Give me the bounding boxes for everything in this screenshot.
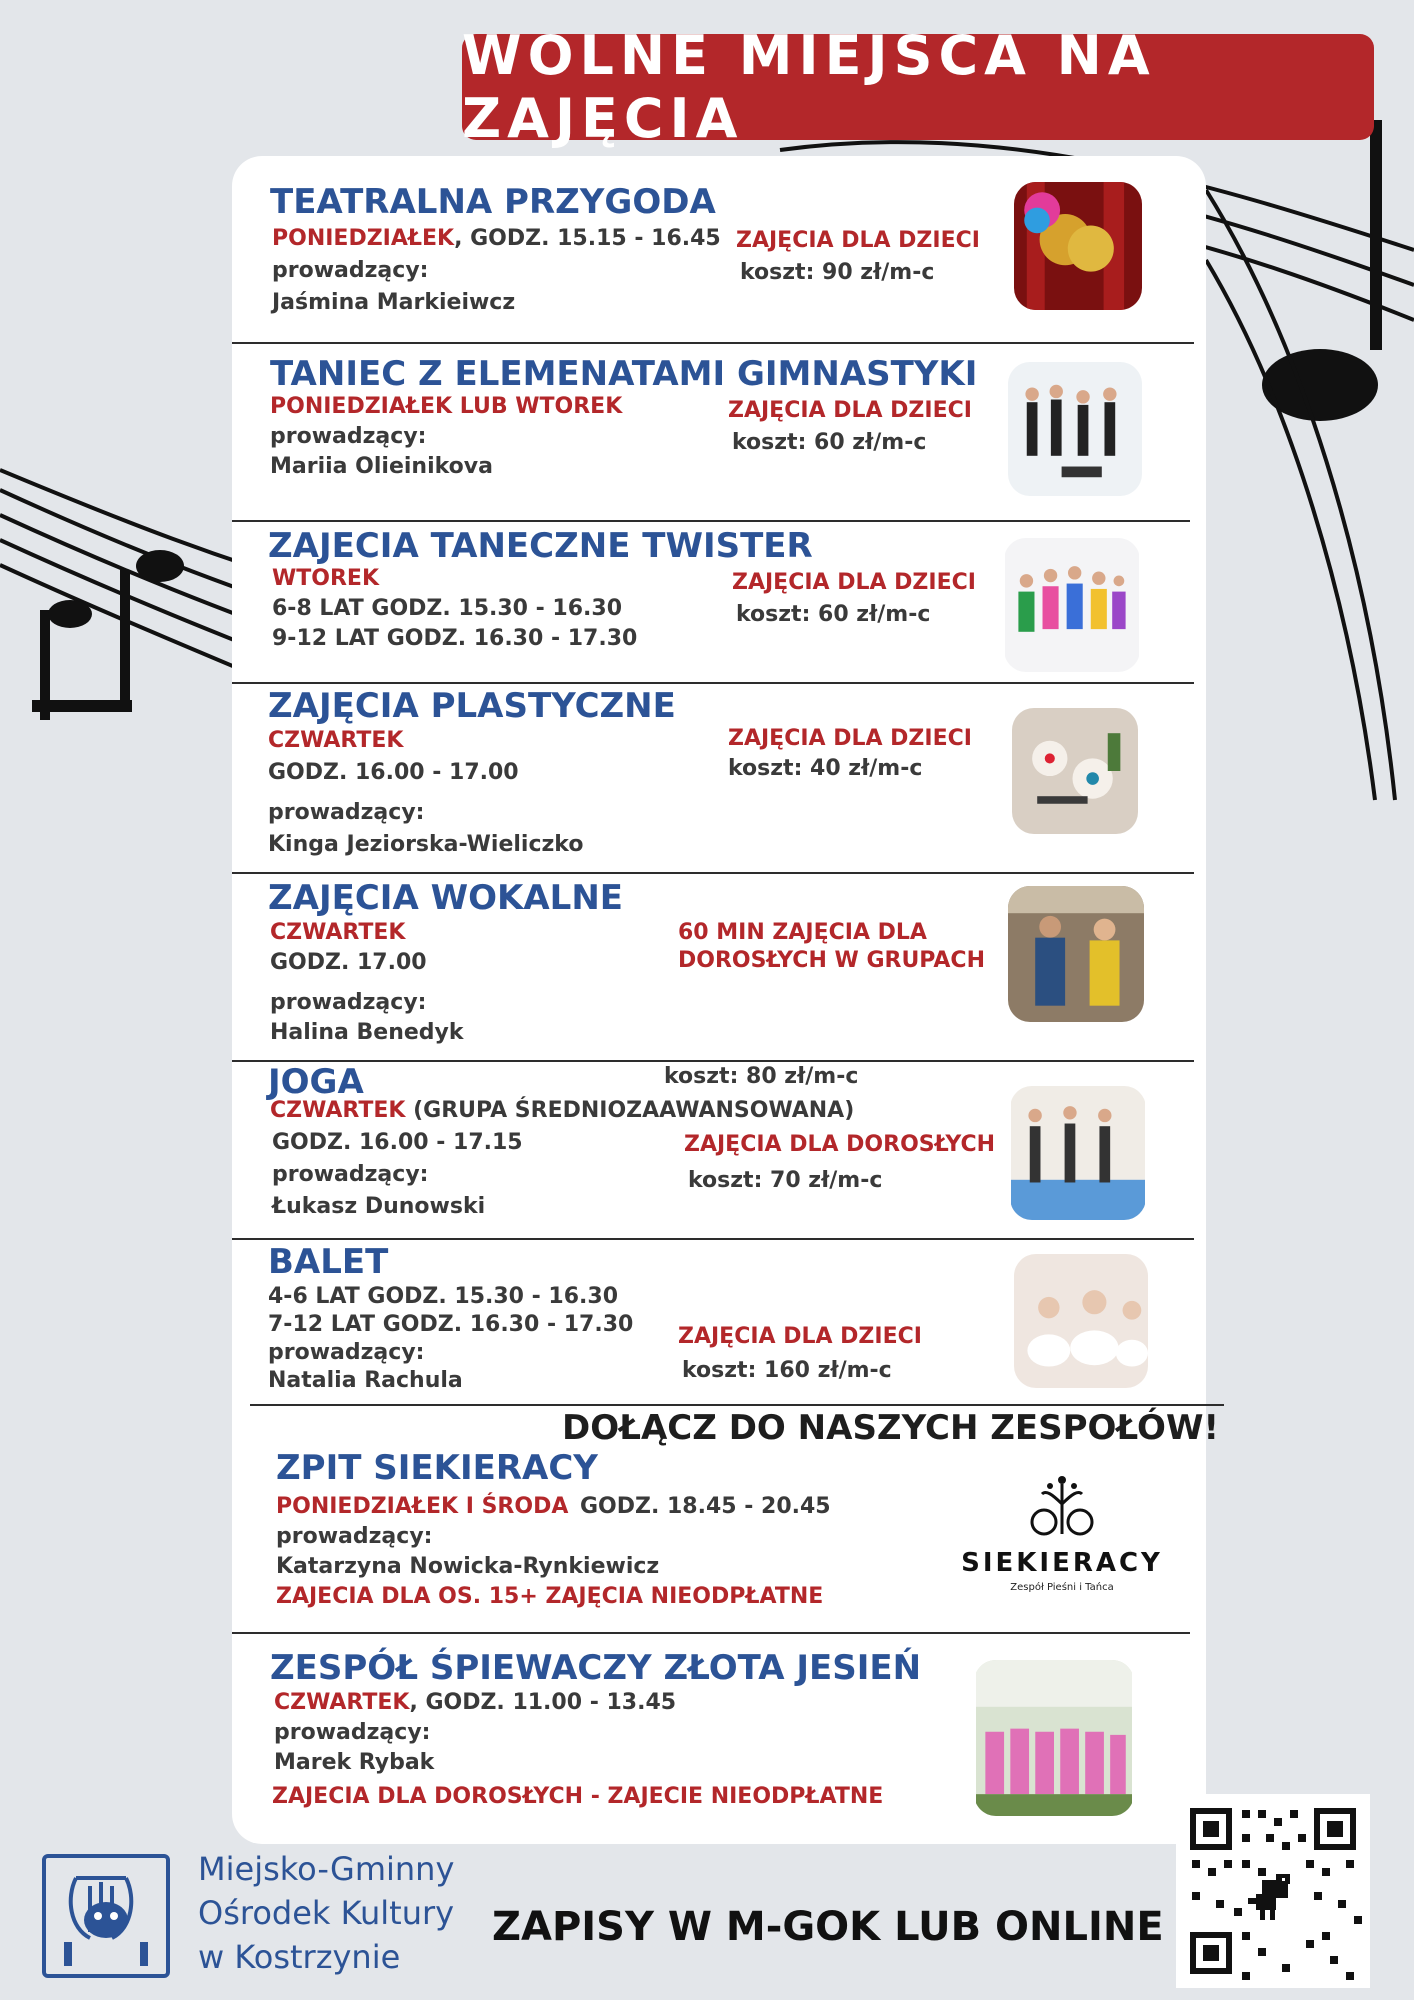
leader-name: Mariia Olieinikova xyxy=(270,454,493,479)
cost-label: koszt: 90 zł/m-c xyxy=(740,260,935,285)
audience-label: ZAJĘCIA DLA DZIECI xyxy=(732,570,976,595)
group-title: ZESPÓŁ ŚPIEWACZY ZŁOTA JESIEŃ xyxy=(270,1648,922,1688)
group-day: PONIEDZIAŁEK I ŚRODA xyxy=(276,1494,569,1519)
group-note: ZAJECIA DLA DOROSŁYCH - ZAJECIE NIEODPŁATNE xyxy=(272,1784,884,1809)
leader-label: prowadzący: xyxy=(270,990,427,1015)
class-day: CZWARTEK xyxy=(270,920,406,945)
section-divider xyxy=(232,1238,1194,1240)
section-divider xyxy=(232,872,1194,874)
audience-label: ZAJĘCIA DLA DZIECI xyxy=(728,726,972,751)
class-title: JOGA xyxy=(268,1062,364,1102)
lyre-mask-icon xyxy=(46,1858,166,1974)
org-name-line: Ośrodek Kultury xyxy=(198,1894,455,1932)
theatre-masks-photo xyxy=(1014,182,1142,310)
class-title: BALET xyxy=(268,1242,389,1282)
class-time: GODZ. 16.00 - 17.15 xyxy=(272,1130,523,1155)
leader-label: prowadzący: xyxy=(274,1720,431,1745)
class-day: CZWARTEK xyxy=(268,728,404,753)
class-time: GODZ. 17.00 xyxy=(270,950,427,975)
classes-card xyxy=(232,156,1219,1844)
yoga-class-photo xyxy=(1010,1086,1146,1220)
section-divider xyxy=(232,1060,1194,1062)
leader-label: prowadzący: xyxy=(268,800,425,825)
leader-name: Katarzyna Nowicka-Rynkiewicz xyxy=(276,1554,660,1579)
audience-label: ZAJĘCIA DLA DZIECI xyxy=(678,1324,922,1349)
choir-photo xyxy=(974,1660,1134,1816)
twister-dancers-photo xyxy=(1004,538,1140,672)
class-title: ZAJĘCIA PLASTYCZNE xyxy=(268,686,676,726)
class-day: WTOREK xyxy=(272,566,379,591)
leader-name: Marek Rybak xyxy=(274,1750,435,1775)
section-divider xyxy=(232,520,1190,522)
class-time: 7-12 LAT GODZ. 16.30 - 17.30 xyxy=(268,1312,634,1337)
gymnastics-dancers-photo xyxy=(1008,362,1142,496)
leader-label: prowadzący: xyxy=(272,258,429,283)
singers-photo xyxy=(1008,886,1144,1022)
group-title: ZPIT SIEKIERACY xyxy=(276,1448,598,1488)
org-name-line: w Kostrzynie xyxy=(198,1938,401,1976)
mgok-logo xyxy=(42,1854,170,1978)
cost-label: koszt: 60 zł/m-c xyxy=(736,602,931,627)
leader-label: prowadzący: xyxy=(276,1524,433,1549)
group-note: ZAJECIA DLA OS. 15+ ZAJĘCIA NIEODPŁATNE xyxy=(276,1584,824,1609)
class-time: 9-12 LAT GODZ. 16.30 - 17.30 xyxy=(272,626,638,651)
cost-label: koszt: 80 zł/m-c xyxy=(664,1064,859,1089)
leader-name: Łukasz Dunowski xyxy=(272,1194,486,1219)
leader-name: Kinga Jeziorska-Wieliczko xyxy=(268,832,584,857)
audience-label: ZAJĘCIA DLA DZIECI xyxy=(728,398,972,423)
leader-name: Natalia Rachula xyxy=(268,1368,463,1393)
group-note: DOROSŁYCH W GRUPACH xyxy=(678,948,985,973)
leader-name: Halina Benedyk xyxy=(270,1020,464,1045)
cost-label: koszt: 60 zł/m-c xyxy=(732,430,927,455)
leader-label: prowadzący: xyxy=(272,1162,429,1187)
class-schedule: PONIEDZIAŁEK, GODZ. 15.15 - 16.45 xyxy=(272,226,721,251)
org-name-line: Miejsko-Gminny xyxy=(198,1850,455,1888)
ballet-photo xyxy=(1014,1254,1148,1388)
class-title: TANIEC Z ELEMENATAMI GIMNASTYKI xyxy=(270,354,978,394)
class-title: ZAJECIA TANECZNE TWISTER xyxy=(268,526,813,566)
group-schedule: CZWARTEK, GODZ. 11.00 - 13.45 xyxy=(274,1690,677,1715)
qr-code[interactable] xyxy=(1176,1794,1370,1988)
class-schedule: PONIEDZIAŁEK LUB WTOREK xyxy=(270,394,623,419)
leader-name: Jaśmina Markieiwcz xyxy=(272,290,516,315)
class-title: ZAJĘCIA WOKALNE xyxy=(268,878,624,918)
folk-flower-icon xyxy=(1022,1474,1102,1544)
siekieracy-logo xyxy=(952,1474,1172,1606)
class-schedule: CZWARTEK (GRUPA ŚREDNIOZAAWANSOWANA) xyxy=(270,1098,855,1123)
signup-cta: ZAPISY W M-GOK LUB ONLINE xyxy=(492,1904,1164,1950)
section-divider xyxy=(250,1404,1224,1406)
section-divider xyxy=(232,682,1194,684)
audience-label: ZAJĘCIA DLA DOROSŁYCH xyxy=(684,1132,996,1157)
audience-label: ZAJĘCIA DLA DZIECI xyxy=(736,228,980,253)
logo-subtitle: Zespół Pieśni i Tańca xyxy=(1010,1582,1114,1593)
group-note: 60 MIN ZAJĘCIA DLA xyxy=(678,920,927,945)
leader-label: prowadzący: xyxy=(268,1340,425,1365)
logo-wordmark: SIEKIERACY xyxy=(961,1548,1163,1578)
join-heading: DOŁĄCZ DO NASZYCH ZESPOŁÓW! xyxy=(562,1408,1219,1448)
cost-label: koszt: 160 zł/m-c xyxy=(682,1358,892,1383)
class-time: GODZ. 16.00 - 17.00 xyxy=(268,760,519,785)
art-supplies-photo xyxy=(1012,708,1138,834)
class-time: 4-6 LAT GODZ. 15.30 - 16.30 xyxy=(268,1284,619,1309)
class-time: 6-8 LAT GODZ. 15.30 - 16.30 xyxy=(272,596,623,621)
cost-label: koszt: 70 zł/m-c xyxy=(688,1168,883,1193)
cost-label: koszt: 40 zł/m-c xyxy=(728,756,923,781)
qr-code-icon xyxy=(1176,1794,1370,1988)
section-divider xyxy=(232,342,1194,344)
class-title: TEATRALNA PRZYGODA xyxy=(270,182,716,222)
group-time: GODZ. 18.45 - 20.45 xyxy=(580,1494,831,1519)
leader-label: prowadzący: xyxy=(270,424,427,449)
page-banner: WOLNE MIEJSCA NA ZAJĘCIA xyxy=(462,34,1374,140)
section-divider xyxy=(232,1632,1190,1634)
